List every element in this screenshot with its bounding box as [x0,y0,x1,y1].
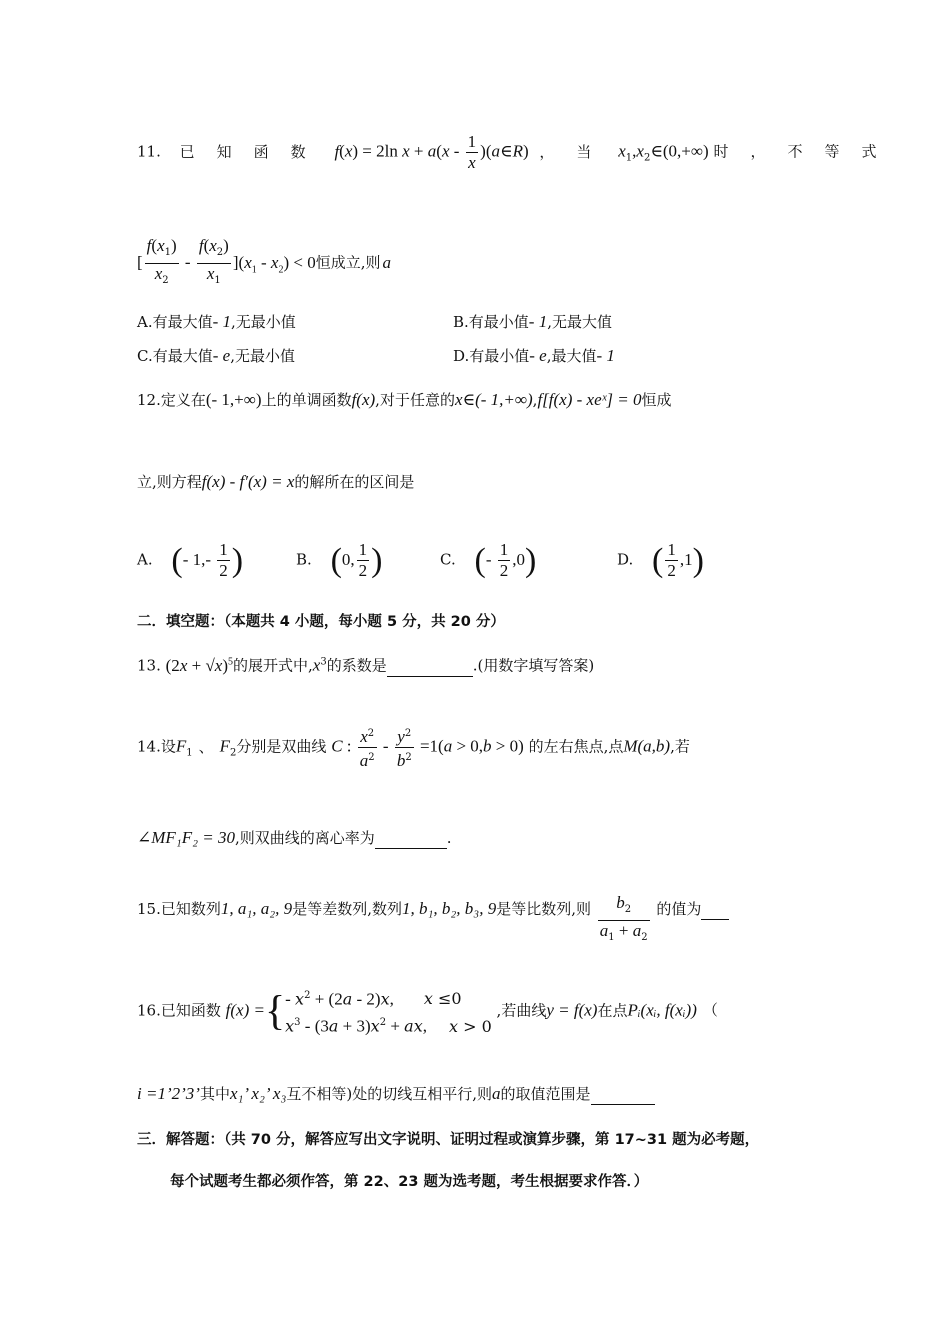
q15-seq1: 1, a₁, a₂, 9 [220,899,293,918]
q16-xs: x₁’ x₂’ x₃ [229,1084,287,1103]
q16-line1: 16.已知函数 f(x) ={ - $x^2 + (2a - 2)x$, x ≤0 $x^3 - (3a + 3)x^2$ + ax, x > 0 ,若曲线y = f(x)在点Pᵢ(xᵢ, f(xᵢ)) （ [137,988,718,1036]
q11-option-d: D.有最小值- e,最大值- 1 [453,346,615,365]
q15-seq2: 1, b₁, b₂, b₃, 9 [401,899,497,918]
q15-fraction: $\frac{b_2}{a_1 + a_2}$ [599,893,648,943]
q13-line: 13. $(2x + √x)^5$的展开式中$,x^3$的系数是 .(用数字填写答案) [137,655,595,675]
q16-curve: y = f(x) [546,1000,598,1020]
section3-heading-line2: 每个试题考生都必须作答，第 22、23 题为选考题，考生根据要求作答．） [170,1174,649,1190]
q15-line: 15.已知数列1, a₁, a₂, 9是等差数列,数列1, b₁, b₂, b₃, 9是等比数列,则 $\frac{b_2}{a_1 + a_2}$ 的值为 [137,893,729,948]
q11-number: 11. [137,142,161,161]
q13-x3: x [312,655,321,675]
q16-piecewise: f(x) = [225,1000,265,1020]
q11-text-c: 时，不等式 [713,142,899,161]
q14-answer-blank[interactable] [375,828,447,849]
q12-option-d: D. ( $\frac{1}{2}$ ,1) [617,540,704,580]
q11-text-d: 恒成立,则 [315,253,381,272]
q16-point: Pᵢ(xᵢ, f(xᵢ)) [627,1000,697,1020]
q11-option-c: C.有最大值- e,无最小值 [137,346,295,365]
q12-xin: x∈(- 1,+∞) [454,390,533,409]
q12-equation: f[f(x) - xeˣ] = 0 [537,390,642,409]
q14-line1: 14.设$F_1$ 、 $F_2$分别是双曲线 C : $\frac{x^2}{a^2}$ - $\frac{y^2}{b^2}$ =1(a > 0,b > 0) 的左右焦点,点M(a,b),若 [137,724,690,771]
q13-answer-blank[interactable] [387,656,473,677]
q15-answer-blank[interactable] [701,899,729,920]
q12-line1: 12.定义在(- 1,+∞)上的单调函数f(x),对于任意的x∈(- 1,+∞),f[f(x) - xeˣ] = 0恒成 [137,390,672,409]
q14-F2: F [219,736,231,756]
q11-text-b: ，当 [539,142,614,161]
q14-hyperbola: C [331,736,343,756]
q11-line2: [ $\frac{f(x_1)}{x_2}$ - $\frac{f(x_2)}{x_1}$ ]$(x_1 - x_2) < 0$恒成立,则 a [137,236,391,286]
q11-option-a: A.有最大值- 1,无最小值 [137,312,296,331]
q14-line2: ∠MF₁F₂ = 30,则双曲线的离心率为 . [137,828,452,847]
q16-answer-blank[interactable] [591,1084,655,1105]
q12-interval: (- 1,+∞) [205,390,262,409]
q14-angle: ∠MF₁F₂ = 30 [137,828,235,847]
q14-point-M: M(a,b) [623,736,671,756]
q13-expression: $(2x + √x)^5$ [165,655,233,675]
section2-heading: 二．填空题：（本题共 4 小题，每小题 5 分，共 20 分） [137,614,505,630]
q16-index: i =1’2’3’ [137,1084,200,1103]
q12-equation2: f(x) - f′(x) = x [201,472,295,491]
q16-line2: i =1’2’3’其中x₁’ x₂’ x₃互不相等)处的切线互相平行,则a的取值范围是 [137,1084,655,1105]
q12-fx: f(x) [351,390,376,409]
q11-ineq-tail: $(x_1 - x_2) < 0$ [238,252,316,275]
q12-line2: 立,则方程f(x) - f′(x) = x的解所在的区间是 [137,472,415,491]
q11-option-b: B.有最小值- 1,无最大值 [453,312,612,331]
q12-option-a: A. (- 1,- $\frac{1}{2}$ ) [137,540,244,580]
section3-heading-line1: 三．解答题：（共 70 分，解答应写出文字说明、证明过程或演算步骤，第 17~31 题为必考题， [137,1132,760,1148]
q14-F1: F [175,736,187,756]
q11-function: f [334,141,340,161]
q11-line1: 11. 已知函数 f(x) = 2ln x + a(x - $\frac{1}{x}$ )(a∈R) ，当 $x_1,x_2\in(0,+\infty)$ 时，不等式 [137,132,899,172]
q11-text-a: 已知函数 [179,142,328,161]
q12-option-c: C. (- $\frac{1}{2}$ ,0) [440,540,537,580]
q11-var: a [382,252,391,272]
q11-condition: x [618,141,626,161]
q12-option-b: B. (0, $\frac{1}{2}$ ) [296,540,383,580]
